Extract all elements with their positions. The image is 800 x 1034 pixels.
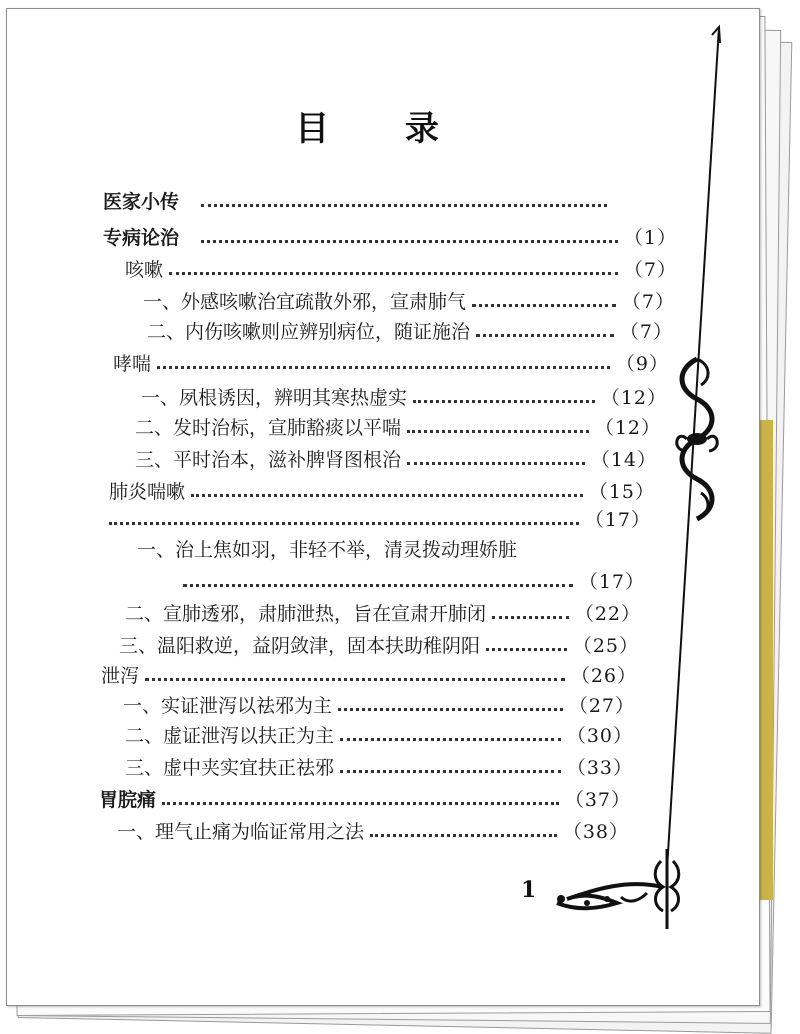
page-number: 1 bbox=[521, 877, 537, 903]
toc-entry-text: 胃脘痛 bbox=[99, 788, 157, 811]
toc-entry-text: 三、温阳救逆，益阴敛津，固本扶助稚阴阳 bbox=[119, 634, 481, 657]
toc-entry bbox=[125, 597, 641, 627]
toc-entry bbox=[119, 629, 639, 659]
dot-leader bbox=[169, 272, 618, 275]
toc-entry-page: （15） bbox=[588, 480, 655, 503]
toc-entry-page: （33） bbox=[566, 756, 633, 779]
toc-entry-text: 肺炎喘嗽 bbox=[109, 480, 186, 503]
toc-entry-page: （14） bbox=[590, 448, 657, 471]
toc-list bbox=[7, 9, 759, 1005]
dot-leader bbox=[191, 494, 583, 497]
toc-entry bbox=[143, 285, 675, 315]
toc-entry-page: （17） bbox=[578, 570, 645, 593]
toc-entry-text: 二、发时治标，宣肺豁痰以平喘 bbox=[135, 416, 402, 439]
dot-leader bbox=[157, 366, 610, 369]
toc-entry bbox=[125, 751, 633, 781]
toc-entry-text: 一、实证泄泻以祛邪为主 bbox=[123, 694, 333, 717]
toc-entry bbox=[141, 381, 667, 411]
dot-leader bbox=[492, 616, 569, 619]
toc-entry-page: （7） bbox=[621, 290, 675, 313]
toc-entry-text: 泄泻 bbox=[101, 664, 140, 687]
toc-entry bbox=[147, 315, 673, 345]
toc-entry bbox=[109, 475, 655, 505]
toc-entry-text: 三、平时治本，滋补脾肾图根治 bbox=[135, 448, 402, 471]
toc-entry-text: 哮喘 bbox=[113, 352, 152, 375]
toc-entry-page: （22） bbox=[574, 602, 641, 625]
dot-leader bbox=[413, 400, 595, 403]
dot-leader bbox=[486, 648, 567, 651]
toc-entry bbox=[137, 533, 607, 563]
toc-page bbox=[6, 8, 760, 1006]
toc-entry-page: （1） bbox=[623, 226, 677, 249]
toc-entry bbox=[125, 719, 633, 749]
toc-entry bbox=[101, 659, 637, 689]
toc-entry-text: 二、宣肺透邪，肃肺泄热，旨在宣肃开肺闭 bbox=[125, 602, 487, 625]
toc-entry-page: （26） bbox=[570, 664, 637, 687]
dot-leader bbox=[340, 770, 561, 773]
page-title: 目 录 bbox=[295, 109, 471, 149]
toc-entry bbox=[135, 411, 661, 441]
dot-leader bbox=[338, 708, 563, 711]
dot-leader bbox=[407, 462, 585, 465]
toc-entry-text: 专病论治 bbox=[103, 226, 180, 249]
dot-leader bbox=[162, 802, 559, 805]
toc-entry bbox=[117, 815, 629, 845]
toc-entry bbox=[99, 783, 631, 813]
toc-entry bbox=[109, 503, 651, 533]
dot-leader bbox=[370, 834, 557, 837]
toc-entry-text: 一、理气止痛为临证常用之法 bbox=[117, 820, 365, 843]
dot-leader bbox=[183, 584, 573, 587]
toc-entry bbox=[113, 347, 669, 377]
toc-entry-text: 一、治上焦如羽，非轻不举，清灵拨动理娇脏 bbox=[137, 538, 518, 561]
toc-entry bbox=[103, 221, 677, 251]
toc-entry-page: （30） bbox=[566, 724, 633, 747]
toc-entry-page: （38） bbox=[562, 820, 629, 843]
toc-entry-page: （25） bbox=[572, 634, 639, 657]
toc-entry bbox=[135, 443, 657, 473]
toc-entry-text: 一、夙根诱因，辨明其寒热虚实 bbox=[141, 386, 408, 409]
dot-leader bbox=[109, 522, 579, 525]
toc-entry-page: （7） bbox=[623, 258, 677, 281]
toc-entry-page: （9） bbox=[615, 352, 669, 375]
toc-entry-page: （17） bbox=[584, 508, 651, 531]
toc-entry-page: （12） bbox=[600, 386, 667, 409]
dot-leader bbox=[476, 334, 614, 337]
toc-entry bbox=[125, 253, 677, 283]
toc-entry-text: 一、外感咳嗽治宜疏散外邪，宣肃肺气 bbox=[143, 290, 467, 313]
toc-entry bbox=[183, 565, 645, 595]
toc-entry bbox=[123, 689, 635, 719]
toc-entry-page: （27） bbox=[568, 694, 635, 717]
toc-entry bbox=[103, 185, 613, 215]
dot-leader bbox=[145, 678, 565, 681]
dot-leader bbox=[201, 240, 618, 243]
toc-entry-page: （37） bbox=[564, 788, 631, 811]
toc-entry-text: 医家小传 bbox=[103, 190, 180, 213]
toc-entry-text: 咳嗽 bbox=[125, 258, 164, 281]
toc-entry-text: 二、虚证泄泻以扶正为主 bbox=[125, 724, 335, 747]
toc-entry-text: 三、虚中夹实宜扶正祛邪 bbox=[125, 756, 335, 779]
toc-entry-page: （12） bbox=[594, 416, 661, 439]
dot-leader bbox=[407, 430, 589, 433]
toc-entry-page: （7） bbox=[619, 320, 673, 343]
toc-entry-text: 二、内伤咳嗽则应辨别病位，随证施治 bbox=[147, 320, 471, 343]
dot-leader bbox=[340, 738, 561, 741]
dot-leader bbox=[201, 204, 607, 207]
dot-leader bbox=[472, 304, 616, 307]
